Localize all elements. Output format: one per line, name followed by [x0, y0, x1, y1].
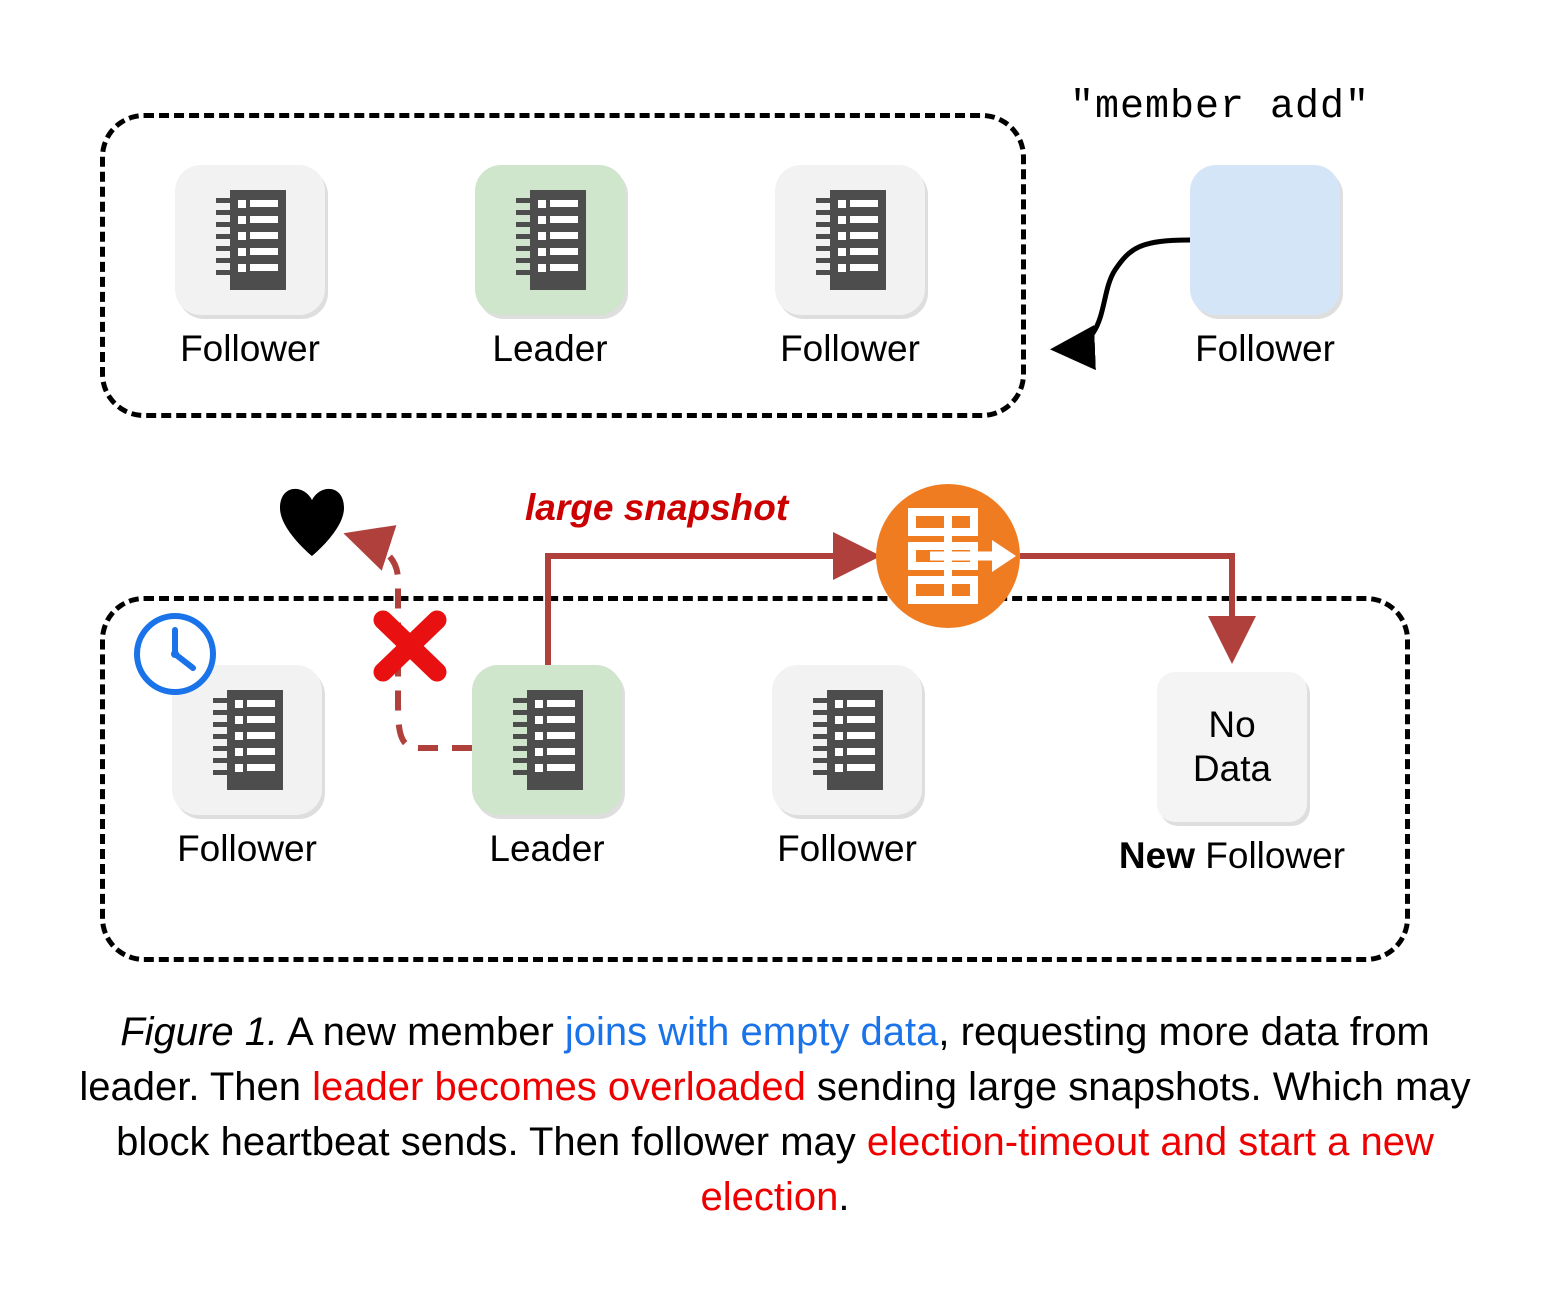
caption-highlight-join: joins with empty data [564, 1010, 939, 1054]
node-label: Follower [1195, 328, 1335, 369]
figure-caption [60, 1005, 1490, 1225]
node-label: Leader [489, 828, 605, 869]
joining-follower-node[interactable] [1190, 165, 1340, 371]
server-icon [172, 665, 322, 815]
server-icon [475, 165, 625, 315]
caption-part-4: . [838, 1175, 850, 1219]
top-leader[interactable] [475, 165, 625, 371]
caption-part-1: A new member [278, 1010, 565, 1054]
new-follower-node[interactable] [1118, 672, 1346, 878]
no-data-line-2: Data [1192, 748, 1272, 789]
bottom-follower-1[interactable] [172, 665, 322, 871]
node-label: Leader [492, 328, 608, 369]
node-label: Follower [180, 328, 320, 369]
server-icon-glyph [500, 184, 600, 296]
server-icon-glyph [197, 684, 297, 796]
server-icon-glyph [200, 184, 300, 296]
server-icon-glyph [797, 684, 897, 796]
server-icon [775, 165, 925, 315]
top-follower-2[interactable] [775, 165, 925, 371]
new-follower-suffix: Follower [1194, 835, 1346, 876]
server-icon [772, 665, 922, 815]
member-add-command: "member add" [1070, 85, 1371, 130]
no-data-box [1157, 672, 1307, 822]
new-follower-prefix: New [1118, 835, 1195, 876]
server-icon-glyph [497, 684, 597, 796]
node-label: Follower [177, 828, 317, 869]
figure-label: Figure 1. [120, 1010, 279, 1054]
caption-highlight-election: election-timeout and start a new election [700, 1120, 1434, 1219]
caption-part-3: sending large snapshots. Which may block heartbeat sends. Then follower may [116, 1065, 1471, 1164]
caption-part-2: , requesting more data from leader. Then [79, 1010, 1430, 1109]
bottom-leader[interactable] [472, 665, 622, 871]
node-label [1092, 834, 1372, 878]
caption-highlight-overload: leader becomes overloaded [312, 1065, 806, 1109]
node-label: Follower [777, 828, 917, 869]
heart-icon [280, 489, 344, 556]
empty-node-icon [1190, 165, 1340, 315]
bottom-follower-2[interactable] [772, 665, 922, 871]
member-add-arrow [1060, 240, 1190, 349]
no-data-line-1: No [1208, 704, 1256, 745]
large-snapshot-label: large snapshot [525, 487, 789, 528]
server-icon [175, 165, 325, 315]
top-follower-1[interactable] [175, 165, 325, 371]
server-icon-glyph [800, 184, 900, 296]
node-label: Follower [780, 328, 920, 369]
server-icon [472, 665, 622, 815]
